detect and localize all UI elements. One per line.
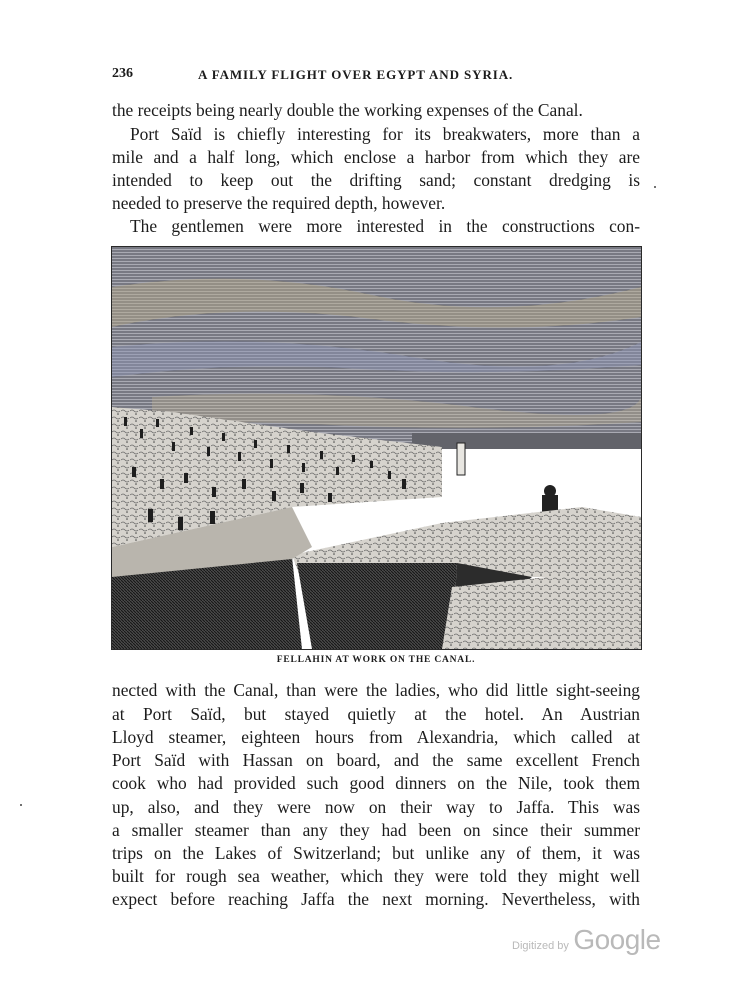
text-line: Port Saïd is chiefly interesting for its breakwaters, more than a xyxy=(130,124,640,144)
page-number: 236 xyxy=(112,66,133,81)
text-line: at Port Saïd, but stayed quietly at the hotel. An Austrian xyxy=(112,704,640,724)
google-logo: Google xyxy=(573,924,661,955)
text-line: expect before reaching Jaffa the next morning. Nevertheless, with xyxy=(112,889,640,909)
text-line: Port Saïd with Hassan on board, and the same excellent French xyxy=(112,750,640,770)
text-line: trips on the Lakes of Switzerland; but unlike any of them, it was xyxy=(112,843,640,863)
text-line: The gentlemen were more interested in the constructions con- xyxy=(130,216,640,236)
text-line: nected with the Canal, than were the ladies, who did little sight-seeing xyxy=(112,680,640,700)
running-header xyxy=(112,66,642,84)
digitized-watermark xyxy=(512,924,661,956)
scan-speck xyxy=(654,186,656,188)
text-line: up, also, and they were now on their way to Jaffa. This was xyxy=(112,797,640,817)
text-line: needed to preserve the required depth, however. xyxy=(112,193,446,213)
text-line: intended to keep out the drifting sand; constant dredging is xyxy=(112,170,640,190)
text-line: mile and a half long, which enclose a harbor from which they are xyxy=(112,147,640,167)
text-line: a smaller steamer than any they had been on since their summer xyxy=(112,820,640,840)
figure-caption: FELLAHIN AT WORK ON THE CANAL. xyxy=(276,655,476,665)
engraving-illustration xyxy=(111,246,642,650)
watermark-prefix: Digitized by xyxy=(512,940,569,952)
text-line: Lloyd steamer, eighteen hours from Alexandria, which called at xyxy=(112,727,640,747)
running-title: A FAMILY FLIGHT OVER EGYPT AND SYRIA. xyxy=(198,67,514,82)
text-line: the receipts being nearly double the working expenses of the Canal. xyxy=(112,100,583,120)
text-line: cook who had provided such good dinners on the Nile, took them xyxy=(112,773,640,793)
scan-speck xyxy=(20,804,22,806)
text-line: built for rough sea weather, which they were told they might well xyxy=(112,866,640,886)
